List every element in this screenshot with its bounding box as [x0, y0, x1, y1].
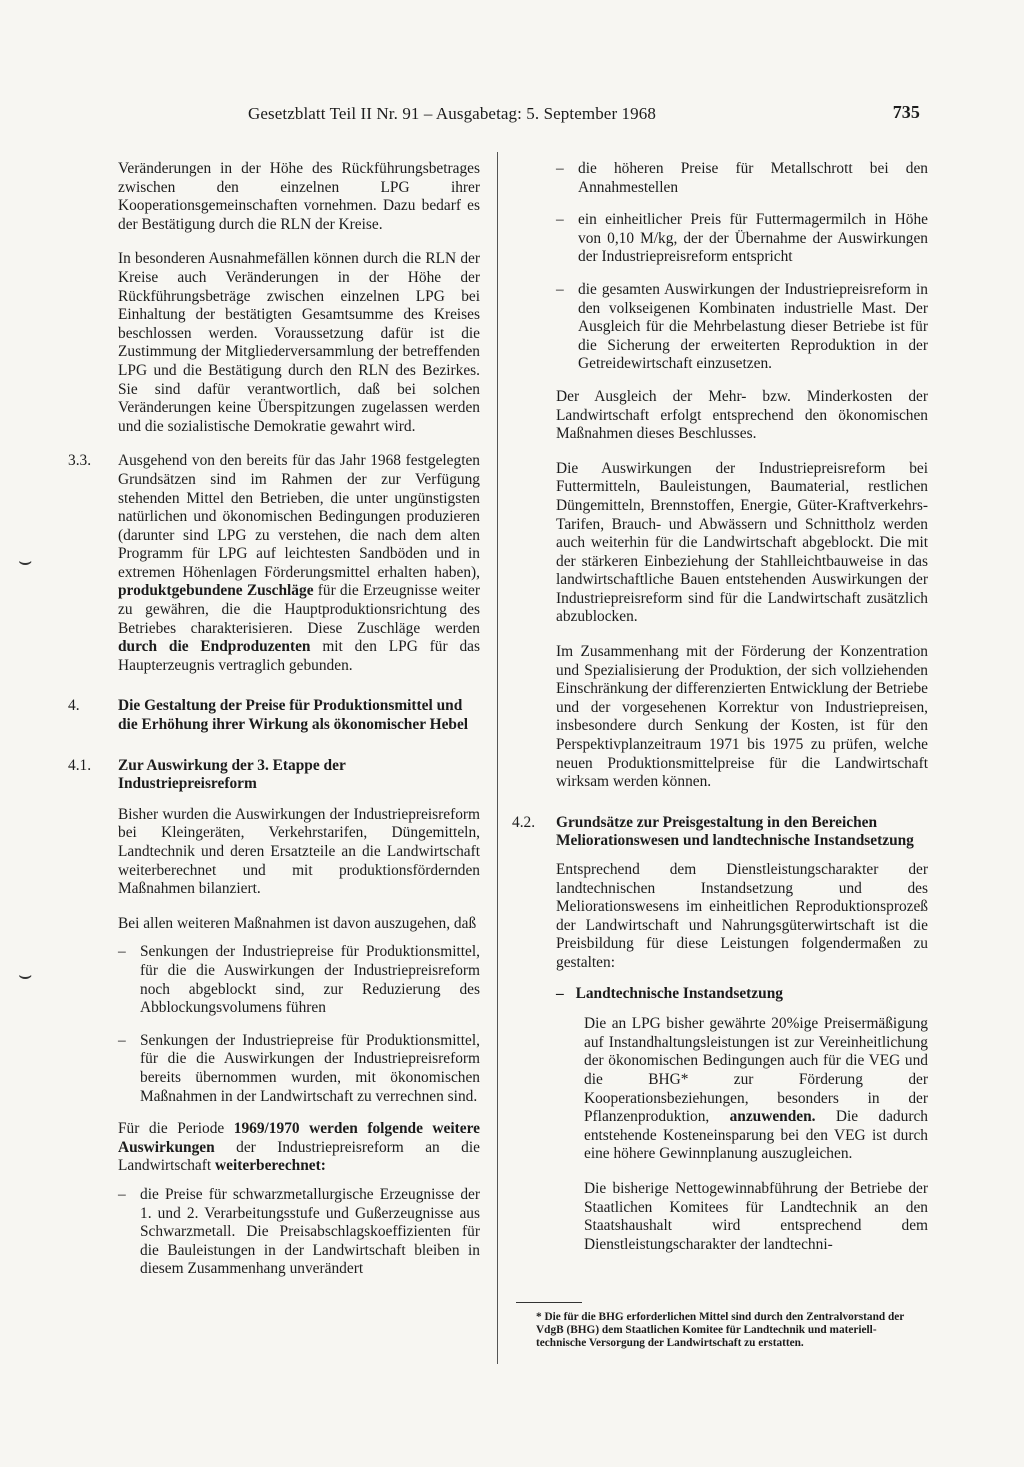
- dash-marker: –: [556, 280, 564, 298]
- column-divider: [497, 152, 498, 1364]
- list-item: – Senkungen der Industriepreise für Produktionsmittel, für die die Auswirkungen der Industriepreisreform bereits übernommen wurden, mit ökonomischen Maßnahmen in der Landwirtschaft zu verrechnen sind.: [118, 1031, 480, 1105]
- footnote-rule: [516, 1302, 582, 1303]
- section-heading: Grundsätze zur Preisgestaltung in den Bereichen Meliorationswesen und landtechnische Instandsetzung: [556, 813, 914, 850]
- section-3-3: [68, 452, 480, 675]
- paragraph: Ausgehend von den bereits für das Jahr 1968 festgelegten Grundsätzen sind im Rahmen der zur Verfügung stehenden Mittel den Betrieben, die unter ungünstigsten natürlichen und ökonomischen Bedingungen produzieren (darunter sind LPG zu verstehen, die nach dem alten Programm für LPG auf leichtesten Sandböden und in extremen Höhenlagen Förderungsmittel erhalten haben), produktgebundene Zuschläge für die Erzeugnisse weiter zu gewähren, die die Hauptproduktionsrichtung des Betriebes charakterisieren. Diese Zuschläge werden durch die Endproduzenten mit den LPG für das Haupterzeugnis vertraglich gebunden.: [118, 452, 480, 674]
- paragraph: Bei allen weiteren Maßnahmen ist davon auszugehen, daß: [118, 914, 477, 932]
- emphasis: durch die Endproduzenten: [118, 638, 311, 656]
- section-number: 4.1.: [68, 756, 92, 774]
- page-header: [248, 100, 920, 128]
- paragraph: Bisher wurden die Auswirkungen der Industriepreisreform bei Kleingeräten, Verkehrstarifen, Düngemitteln, Landtechnik und deren Ersatzteile an die Landwirtschaft weiterberechnet und mit produktionsfördernden Maßnahmen bilanziert.: [118, 805, 480, 898]
- emphasis: produktgebundene Zuschläge: [118, 582, 314, 600]
- dash-marker: –: [556, 984, 564, 1002]
- right-column: [512, 160, 928, 1270]
- list-item: – Senkungen der Industriepreise für Produktionsmittel, für die die Auswirkungen der Industriepreisreform noch abgeblockt sind, zur Reduzierung des Abblockungsvolumens führen: [118, 943, 480, 1017]
- paragraph: Für die Periode 1969/1970 werden folgende weitere Auswirkungen der Industriepreisreform an die Landwirtschaft weiterberechnet:: [118, 1120, 480, 1175]
- dash-marker: –: [118, 943, 126, 961]
- list-item: – die höheren Preise für Metallschrott bei den Annahmestellen: [556, 160, 928, 196]
- section-heading: Die Gestaltung der Preise für Produktionsmittel und die Erhöhung ihrer Wirkung als ökonomischer Hebel: [118, 697, 469, 734]
- list-item: – die gesamten Auswirkungen der Industriepreisreform in den volkseigenen Kombinaten industrielle Mast. Der Ausgleich für die Mehrbelastung dieser Betriebe ist für die Sicherung der erweiterten Reproduktion in der Getreidewirtschaft einzusetzen.: [556, 280, 928, 373]
- list-item: – die Preise für schwarzmetallurgische Erzeugnisse der 1. und 2. Verarbeitungsstufe und Gußerzeugnisse aus Schwarzmetall. Die Preisabschlagskoeffizienten für die Bauleistungen in der Landwirtschaft bleiben in diesem Zusammenhang unverändert: [118, 1185, 480, 1278]
- dash-marker: –: [118, 1031, 126, 1049]
- footnote: * Die für die BHG erforderlichen Mittel sind durch den Zentralvorstand der VdgB (BHG) dem Staatlichen Komitee für Landtechnik und materiell-technische Versorgung der Landwirtschaft zu erstatten.: [536, 1311, 905, 1349]
- paragraph: Der Ausgleich der Mehr- bzw. Minderkosten der Landwirtschaft erfolgt entsprechend den ökonomischen Maßnahmen dieses Beschlusses.: [556, 387, 928, 443]
- section-number: 3.3.: [68, 452, 92, 470]
- left-column: [68, 160, 480, 1293]
- page-number: 735: [892, 102, 920, 122]
- section-number: 4.2.: [512, 813, 536, 831]
- dash-marker: –: [556, 160, 564, 177]
- section-number: 4.: [68, 697, 80, 715]
- paragraph: Veränderungen in der Höhe des Rückführungsbetrages zwischen den einzelnen LPG ihrer Kooperationsgemeinschaften vornehmen. Dazu bedarf es der Bestätigung durch die RLN der Kreise.: [118, 160, 480, 233]
- margin-pencil-mark: ⌣: [18, 962, 33, 987]
- list-item: – ein einheitlicher Preis für Futtermagermilch in Höhe von 0,10 M/kg, der der Übernahme der Auswirkungen der Industriepreisreform entspricht: [556, 211, 928, 266]
- section-4-1: [68, 757, 480, 794]
- paragraph: Entsprechend dem Dienstleistungscharakter der landtechnischen Instandsetzung und des Meliorationswesens im einheitlichen Reproduktionsprozeß der Landwirtschaft und Nahrungsgüterwirtschaft ist die Preisbildung für diese Leistungen folgendermaßen zu gestalten:: [556, 861, 928, 971]
- dash-marker: –: [118, 1185, 126, 1203]
- paragraph: Die Auswirkungen der Industriepreisreform bei Futtermitteln, Bauleistungen, Baumaterial, restlichen Düngemitteln, Brennstoffen, Energie, Güter-Kraftverkehrs-Tarifen, Brauch- und Abwässern und Schnittholz werden auch weiterhin für die Landwirtschaft abgeblockt. Die mit der stärkeren Einbeziehung der Stahlleichtbauweise in das landwirtschaftliche Bauen entstehenden Auswirkungen der Industriepreisreform sind für die Landwirtschaft zusätzlich abzublocken.: [556, 459, 928, 626]
- sub-heading: – Landtechnische Instandsetzung: [556, 984, 783, 1002]
- emphasis: weiterberechnet:: [215, 1157, 326, 1175]
- paragraph: In besonderen Ausnahmefällen können durch die RLN der Kreise auch Veränderungen in der Höhe der Rückführungsbeträge zwischen einzelnen LPG bei Einhaltung der bestätigten Gesamtsumme des Kreises beschlossen werden. Voraussetzung dafür ist die Zustimmung der Mitgliederversammlung der betreffenden LPG und die Bestätigung durch den RLN des Bezirkes. Sie sind dafür verantwortlich, daß bei solchen Veränderungen keine Überspitzungen zugelassen werden und die sozialistische Demokratie gewahrt wird.: [118, 250, 480, 435]
- section-heading: Zur Auswirkung der 3. Etappe der Industriepreisreform: [118, 756, 346, 793]
- emphasis: anzuwenden.: [729, 1108, 816, 1126]
- margin-pencil-mark: ⌣: [18, 548, 33, 573]
- section-4-2: [512, 814, 928, 851]
- running-head: Gesetzblatt Teil II Nr. 91 – Ausgabetag: 5. September 1968: [248, 104, 656, 123]
- paragraph: Im Zusammenhang mit der Förderung der Konzentration und Spezialisierung der Produktion, der sich vollziehenden Einschränkung der differenzierten Entwicklung der Betriebe und der vorgesehenen Korrektur von Industriepreisen, insbesondere durch Senkung der Kosten, ist für den Perspektivplanzeitraum 1971 bis 1975 zu prüfen, welche neuen Produktionsmittelpreise für die Landwirtschaft wirksam werden können.: [556, 643, 928, 791]
- dash-marker: –: [556, 211, 564, 229]
- emphasis: 1969/1970 werden folgende weitere Auswirkungen: [118, 1120, 480, 1156]
- paragraph: Die an LPG bisher gewährte 20%ige Preisermäßigung auf Instandhaltungsleistungen ist zur Vereinheitlichung der ökonomischen Bedingungen auch für die VEG und die BHG* zur Förderung der Kooperationsbeziehungen, besonders in der Pflanzenproduktion, anzuwenden. Die dadurch entstehende Kosteneinsparung bei den VEG ist durch eine höhere Gewinnplanung auszugleichen.: [584, 1015, 928, 1163]
- section-4: [68, 697, 480, 734]
- paragraph: Die bisherige Nettogewinnabführung der Betriebe der Staatlichen Komitees für Landtechnik an den Staatshaushalt wird entsprechend dem Dienstleistungscharakter der landtechni-: [584, 1179, 928, 1253]
